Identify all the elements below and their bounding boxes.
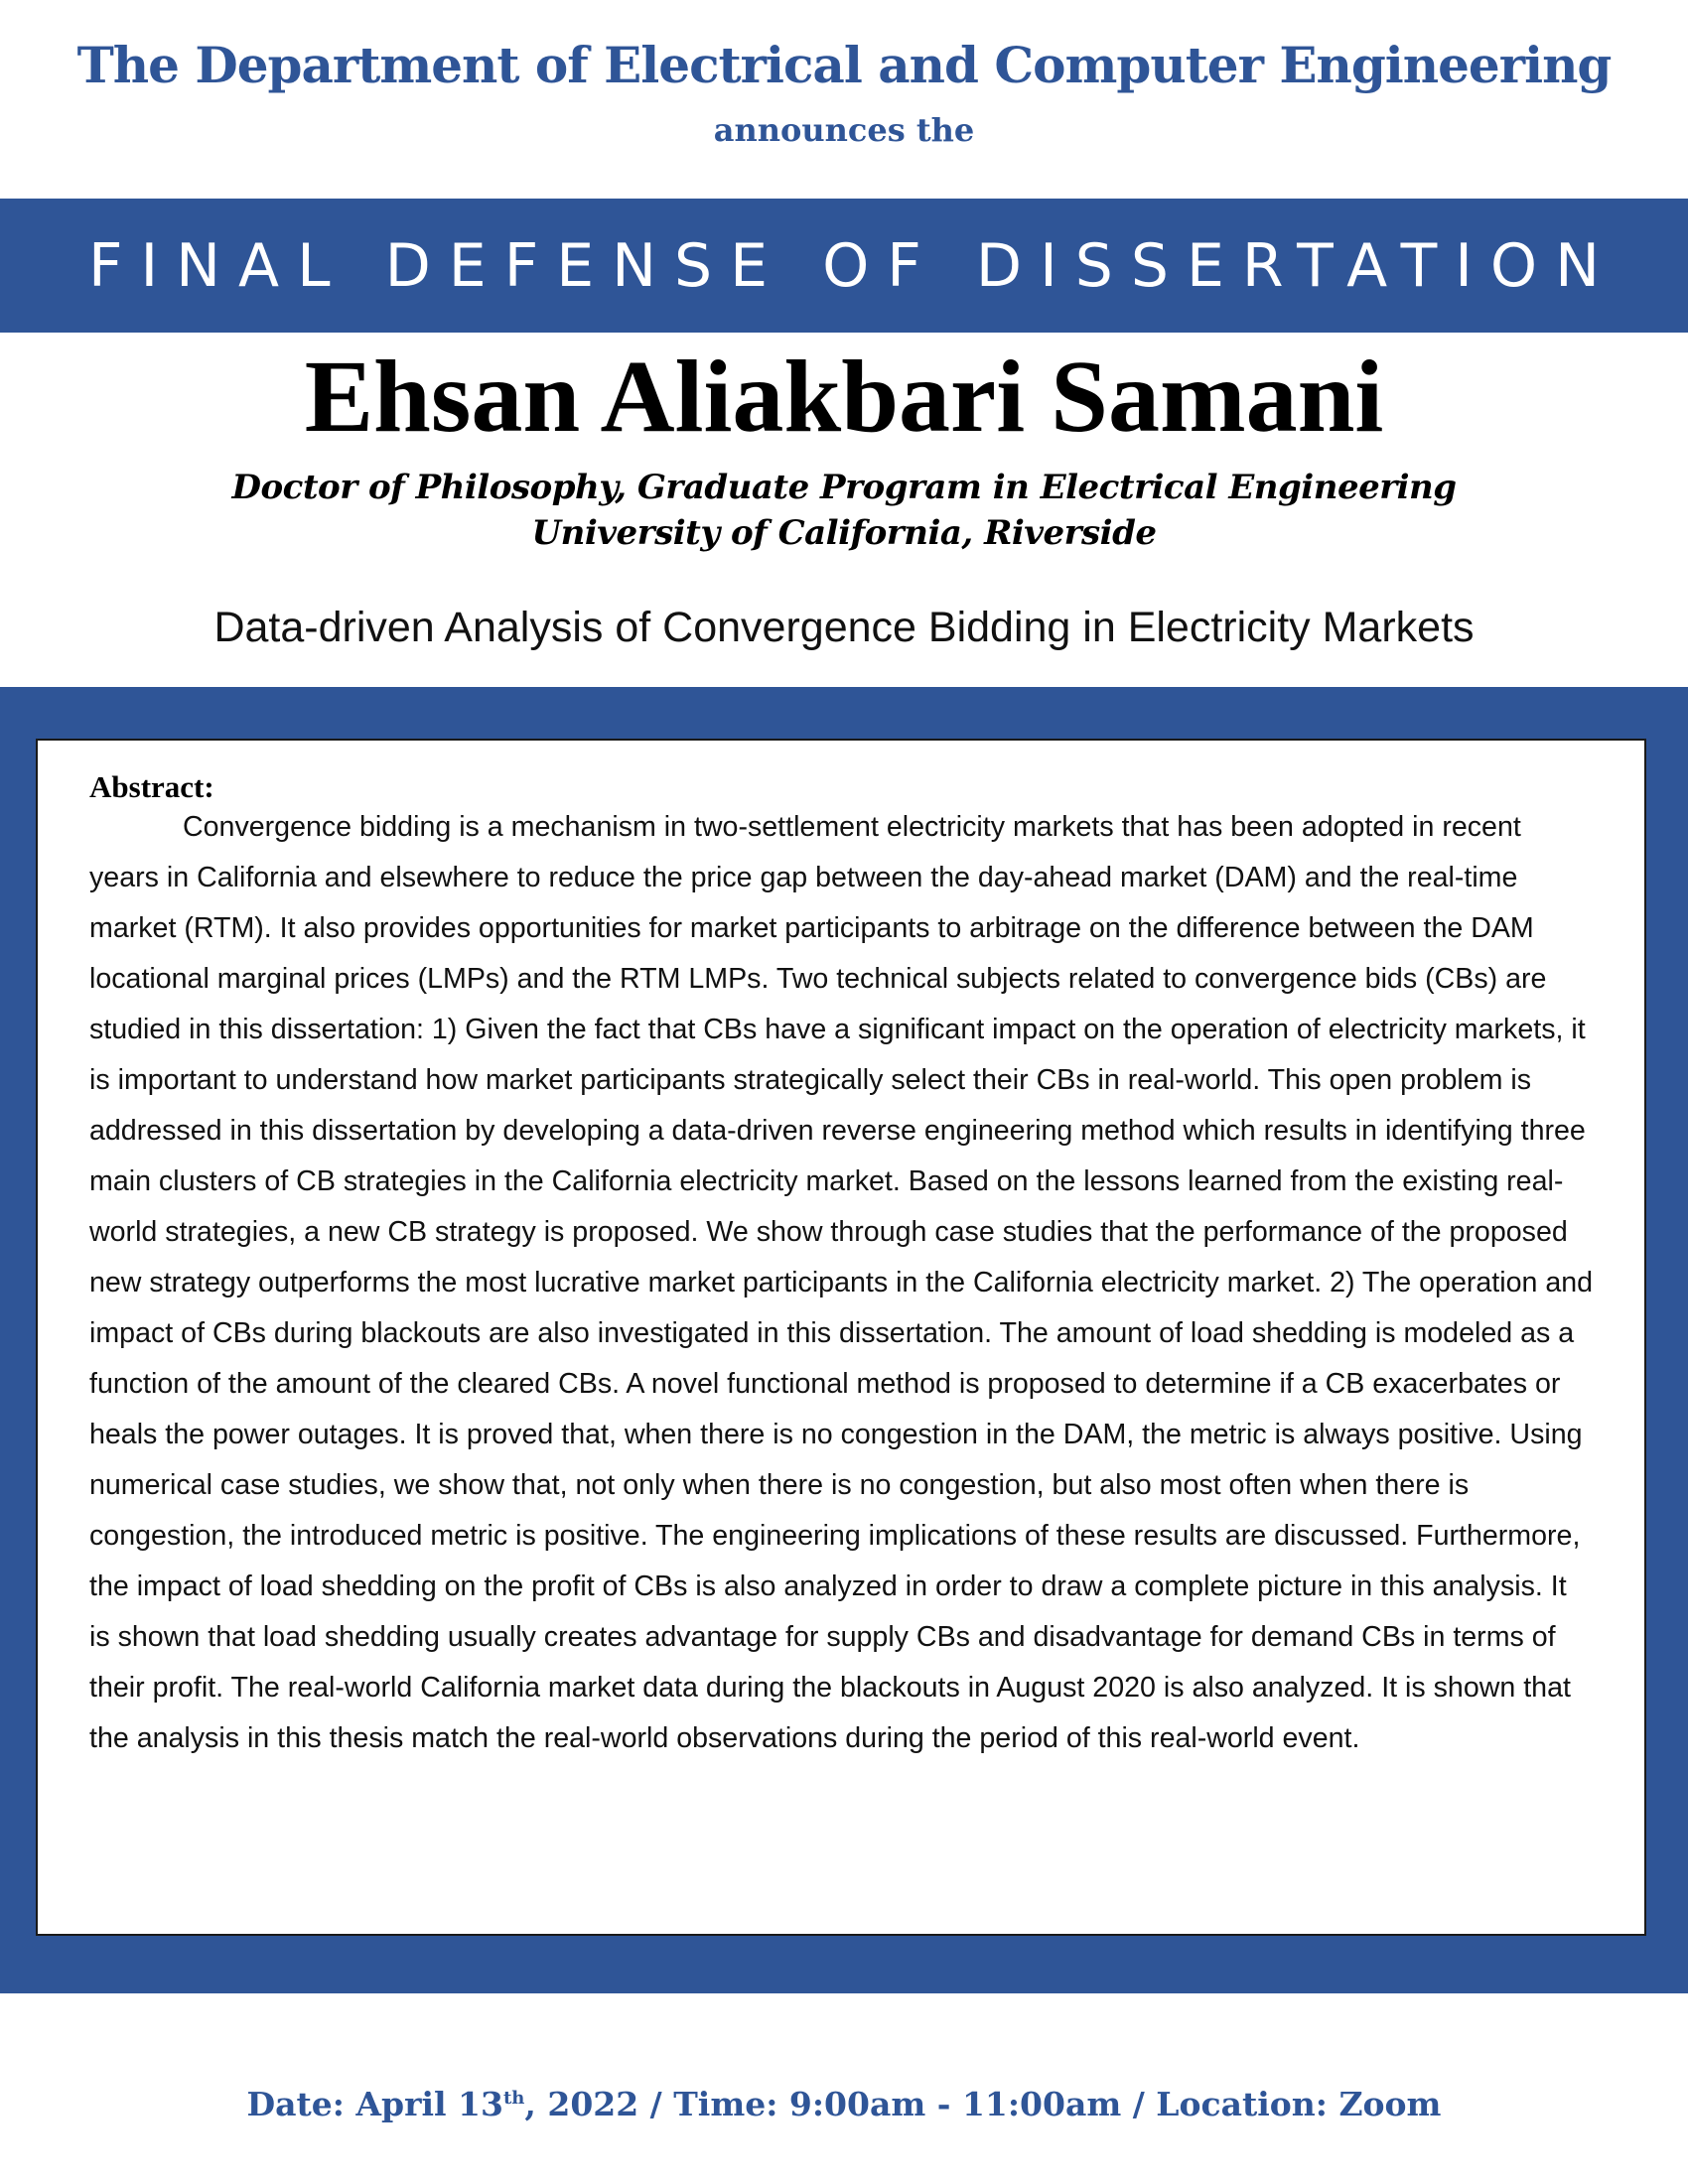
- university-name: University of California, Riverside: [531, 513, 1157, 553]
- abstract-box: [36, 739, 1646, 1936]
- date-prefix: Date: April 13: [246, 2085, 503, 2123]
- abstract-label: Abstract:: [89, 769, 214, 804]
- event-details: [0, 2085, 1688, 2123]
- candidate-name: Ehsan Aliakbari Samani: [304, 340, 1384, 454]
- department-heading: The Department of Electrical and Computer Engineering: [76, 36, 1612, 94]
- announces-line: announces the: [713, 111, 975, 149]
- banner-title: FINAL DEFENSE OF DISSERTATION: [87, 230, 1618, 301]
- title-banner: [0, 199, 1688, 333]
- dissertation-title: Data-driven Analysis of Convergence Bidding in Electricity Markets: [213, 604, 1475, 651]
- degree-block: [0, 465, 1688, 556]
- abstract-frame: [0, 687, 1688, 1993]
- time-location: , 2022 / Time: 9:00am - 11:00am / Location: Zoom: [524, 2085, 1442, 2123]
- abstract-text: Convergence bidding is a mechanism in two-settlement electricity markets that has been adopted in recent years in California and elsewhere to reduce the price gap between the day-ahead market (DAM) and the real-time market (RTM). It also provides opportunities for market participants to arbitrage on the difference between the DAM locational marginal prices (LMPs) and the RTM LMPs. Two technical subjects related to convergence bids (CBs) are studied in this dissertation: 1) Given the fact that CBs have a significant impact on the operation of electricity markets, it is important to understand how market participants strategically select their CBs in real-world. This open problem is addressed in this dissertation by developing a data-driven reverse engineering method which results in identifying three main clusters of CB strategies in the California electricity market. Based on the lessons learned from the existing real-world strategies, a new CB strategy is proposed. We show through case studies that the performance of the proposed new strategy outperforms the most lucrative market participants in the California electricity market. 2) The operation and impact of CBs during blackouts are also investigated in this dissertation. The amount of load shedding is modeled as a function of the amount of the cleared CBs. A novel functional method is proposed to determine if a CB exacerbates or heals the power outages. It is proved that, when there is no congestion in the DAM, the metric is always positive. Using numerical case studies, we show that, not only when there is no congestion, but also most often when there is congestion, the introduced metric is positive. The engineering implications of these results are discussed. Furthermore, the impact of load shedding on the profit of CBs is also analyzed in order to draw a complete picture in this analysis. It is shown that load shedding usually creates advantage for supply CBs and disadvantage for demand CBs in terms of their profit. The real-world California market data during the blackouts in August 2020 is also analyzed. It is shown that the analysis in this thesis match the real-world observations during the period of this real-world event.: [89, 811, 1594, 1754]
- degree-program: Doctor of Philosophy, Graduate Program in Electrical Engineering: [231, 468, 1457, 507]
- date-ordinal: th: [502, 2088, 525, 2109]
